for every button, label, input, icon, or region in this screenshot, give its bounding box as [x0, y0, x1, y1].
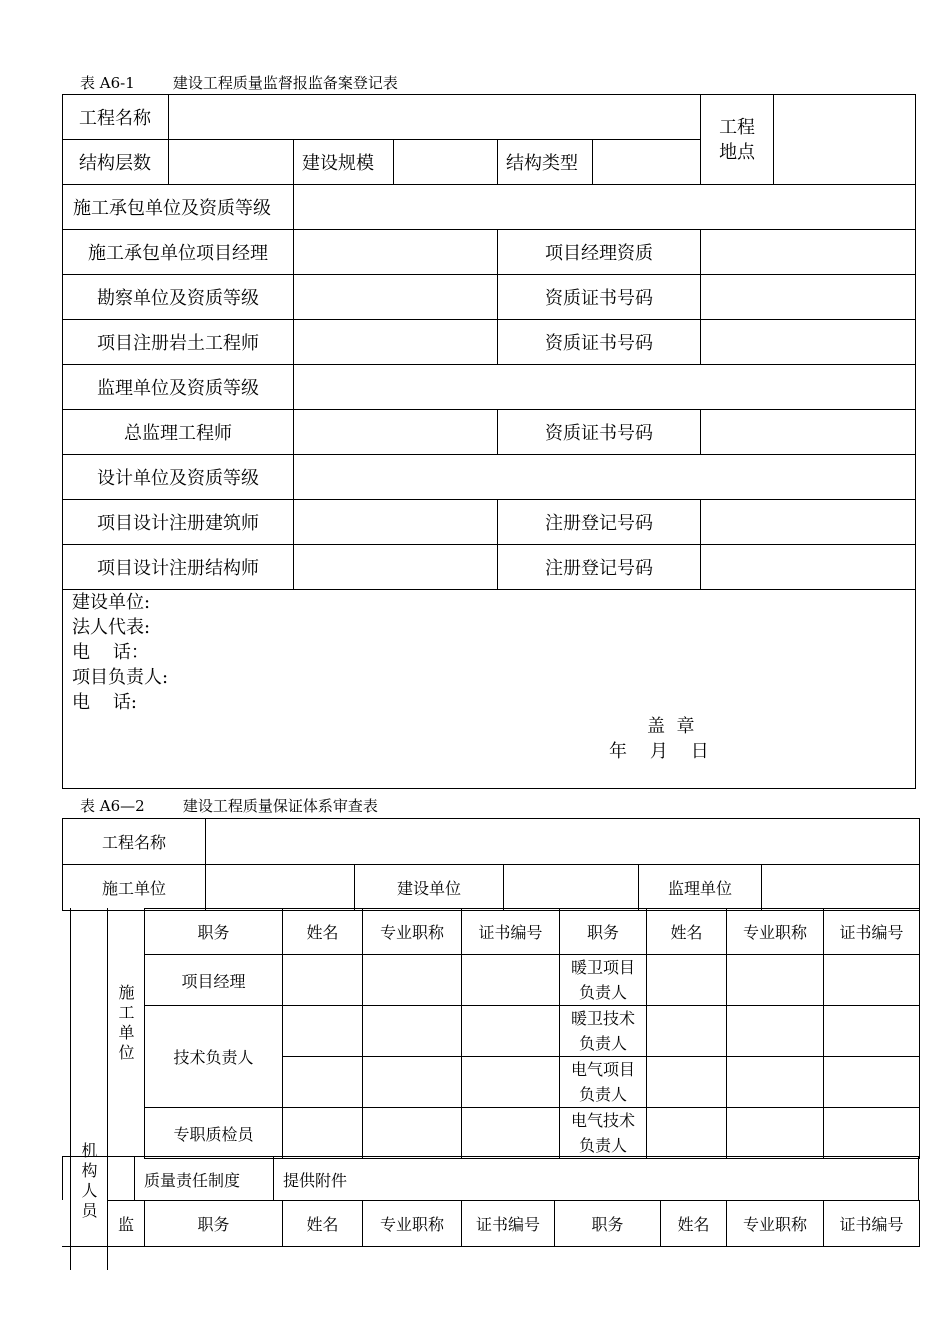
location-label-1: 工程	[719, 116, 756, 138]
seal-text: 盖 章	[647, 716, 695, 737]
attachment-label: 提供附件	[283, 1171, 348, 1190]
title-cell[interactable]	[727, 955, 824, 1006]
role-line: 电气技术	[570, 1111, 635, 1130]
header2-cell: 专业职称	[727, 1201, 824, 1247]
personnel-table	[144, 908, 920, 1159]
role-hvac-tech-lead	[560, 1006, 647, 1057]
row-value[interactable]	[294, 275, 498, 320]
cert-cell[interactable]	[824, 1006, 920, 1057]
row-value[interactable]	[294, 410, 498, 455]
rule	[70, 908, 71, 1270]
rule	[134, 1156, 135, 1200]
row-label: 施工承包单位项目经理	[63, 230, 294, 275]
cert-cell[interactable]	[824, 955, 920, 1006]
title-cell[interactable]	[363, 1006, 462, 1057]
rule	[62, 1156, 63, 1200]
supervision-header-table	[107, 1200, 920, 1247]
structure-floors-value[interactable]	[169, 140, 294, 185]
table2-caption: 表 A6—2 建设工程质量保证体系审查表	[80, 797, 378, 815]
row-value[interactable]	[294, 545, 498, 590]
role-quality-inspector: 专职质检员	[145, 1108, 283, 1159]
supervision-side-label: 监	[108, 1201, 145, 1247]
role-line: 电气项目	[570, 1060, 635, 1079]
rule	[144, 908, 145, 1156]
t2-builder-value[interactable]	[504, 865, 639, 911]
cert-cell[interactable]	[824, 1108, 920, 1159]
header-cell: 职务	[560, 909, 647, 955]
phone-line-1: 电 话：	[72, 642, 149, 663]
row-right-value[interactable]	[701, 275, 916, 320]
role-line: 负责人	[578, 1136, 627, 1155]
header2-cell: 证书编号	[462, 1201, 555, 1247]
build-scale-label: 建设规模	[294, 140, 394, 185]
legal-rep-line: 法人代表:	[72, 617, 151, 638]
row-label: 项目注册岩土工程师	[63, 320, 294, 365]
project-name-value[interactable]	[169, 95, 701, 140]
location-label	[701, 95, 774, 185]
role-line: 暖卫项目	[570, 958, 635, 977]
row-right-label: 资质证书号码	[498, 320, 701, 365]
role-project-manager: 项目经理	[145, 955, 283, 1006]
quality-system-label: 质量责任制度	[144, 1171, 241, 1190]
name-cell[interactable]	[647, 955, 727, 1006]
header2-cell: 姓名	[283, 1201, 363, 1247]
name-cell[interactable]	[283, 955, 363, 1006]
cert-cell[interactable]	[462, 1057, 560, 1108]
title-cell[interactable]	[363, 1057, 462, 1108]
header2-cell: 职务	[555, 1201, 661, 1247]
structure-type-value[interactable]	[593, 140, 701, 185]
row-right-value[interactable]	[701, 230, 916, 275]
supervision-unit-label: 监理单位及资质等级	[63, 365, 294, 410]
build-scale-value[interactable]	[394, 140, 498, 185]
design-unit-value[interactable]	[294, 455, 916, 500]
rule	[62, 1246, 107, 1247]
header-cell: 职务	[145, 909, 283, 955]
design-unit-label: 设计单位及资质等级	[63, 455, 294, 500]
header2-cell: 专业职称	[363, 1201, 462, 1247]
row-right-label: 项目经理资质	[498, 230, 701, 275]
row-right-value[interactable]	[701, 410, 916, 455]
rule	[107, 908, 108, 1270]
header-cell: 证书编号	[824, 909, 920, 955]
row-right-label: 注册登记号码	[498, 545, 701, 590]
location-value[interactable]	[774, 95, 916, 185]
phone-line-2: 电 话:	[72, 692, 137, 713]
title-cell[interactable]	[727, 1057, 824, 1108]
contractor-qualification-value[interactable]	[294, 185, 916, 230]
row-right-value[interactable]	[701, 545, 916, 590]
row-right-label: 注册登记号码	[498, 500, 701, 545]
row-value[interactable]	[294, 500, 498, 545]
project-name-label: 工程名称	[63, 95, 169, 140]
role-tech-lead: 技术负责人	[145, 1006, 283, 1108]
title-cell[interactable]	[363, 955, 462, 1006]
name-cell[interactable]	[647, 1006, 727, 1057]
header2-cell: 姓名	[661, 1201, 727, 1247]
header-cell: 专业职称	[363, 909, 462, 955]
contractor-qualification-label: 施工承包单位及资质等级	[63, 185, 294, 230]
name-cell[interactable]	[283, 1057, 363, 1108]
registration-table	[62, 94, 916, 789]
row-right-label: 资质证书号码	[498, 275, 701, 320]
side-inner-label: 施工单位	[116, 984, 135, 1064]
t2-supervisor-value[interactable]	[762, 865, 920, 911]
header2-cell: 职务	[145, 1201, 283, 1247]
role-line: 负责人	[578, 983, 627, 1002]
supervision-unit-value[interactable]	[294, 365, 916, 410]
row-label: 项目设计注册结构师	[63, 545, 294, 590]
role-line: 负责人	[578, 1085, 627, 1104]
header-cell: 专业职称	[727, 909, 824, 955]
t2-supervisor-label: 监理单位	[639, 865, 762, 911]
cert-cell[interactable]	[824, 1057, 920, 1108]
t2-project-name-value[interactable]	[206, 819, 920, 865]
quality-header-table	[62, 818, 920, 911]
cert-cell[interactable]	[462, 1006, 560, 1057]
row-label: 勘察单位及资质等级	[63, 275, 294, 320]
role-line: 负责人	[578, 1034, 627, 1053]
signature-block	[63, 590, 916, 789]
title-cell[interactable]	[727, 1108, 824, 1159]
header2-cell: 证书编号	[824, 1201, 920, 1247]
title-cell[interactable]	[727, 1006, 824, 1057]
row-value[interactable]	[294, 320, 498, 365]
date-text: 年 月 日	[609, 741, 709, 762]
row-label: 总监理工程师	[63, 410, 294, 455]
header-cell: 姓名	[283, 909, 363, 955]
builder-line: 建设单位:	[72, 592, 151, 613]
rule	[62, 1156, 919, 1157]
structure-type-label: 结构类型	[498, 140, 593, 185]
side-outer-label: 机构人员	[79, 1142, 98, 1222]
t2-construction-unit-value[interactable]	[206, 865, 355, 911]
row-right-value[interactable]	[701, 500, 916, 545]
rule	[273, 1156, 274, 1200]
name-cell[interactable]	[283, 1108, 363, 1159]
t2-builder-label: 建设单位	[355, 865, 504, 911]
name-cell[interactable]	[283, 1006, 363, 1057]
header-cell: 姓名	[647, 909, 727, 955]
project-lead-line: 项目负责人:	[72, 667, 169, 688]
t2-project-name-label: 工程名称	[63, 819, 206, 865]
structure-floors-label: 结构层数	[63, 140, 169, 185]
role-hvac-project-lead	[560, 955, 647, 1006]
row-label: 项目设计注册建筑师	[63, 500, 294, 545]
table1-caption: 表 A6-1 建设工程质量监督报监备案登记表	[80, 74, 398, 92]
name-cell[interactable]	[647, 1057, 727, 1108]
row-right-value[interactable]	[701, 320, 916, 365]
row-right-label: 资质证书号码	[498, 410, 701, 455]
role-electrical-tech-lead	[560, 1108, 647, 1159]
cert-cell[interactable]	[462, 955, 560, 1006]
header-cell: 证书编号	[462, 909, 560, 955]
title-cell[interactable]	[363, 1108, 462, 1159]
row-value[interactable]	[294, 230, 498, 275]
t2-construction-unit-label: 施工单位	[63, 865, 206, 911]
name-cell[interactable]	[647, 1108, 727, 1159]
rule	[918, 1156, 919, 1200]
cert-cell[interactable]	[462, 1108, 560, 1159]
role-line: 暖卫技术	[570, 1009, 635, 1028]
role-electrical-project-lead	[560, 1057, 647, 1108]
location-label-2: 地点	[719, 141, 756, 163]
